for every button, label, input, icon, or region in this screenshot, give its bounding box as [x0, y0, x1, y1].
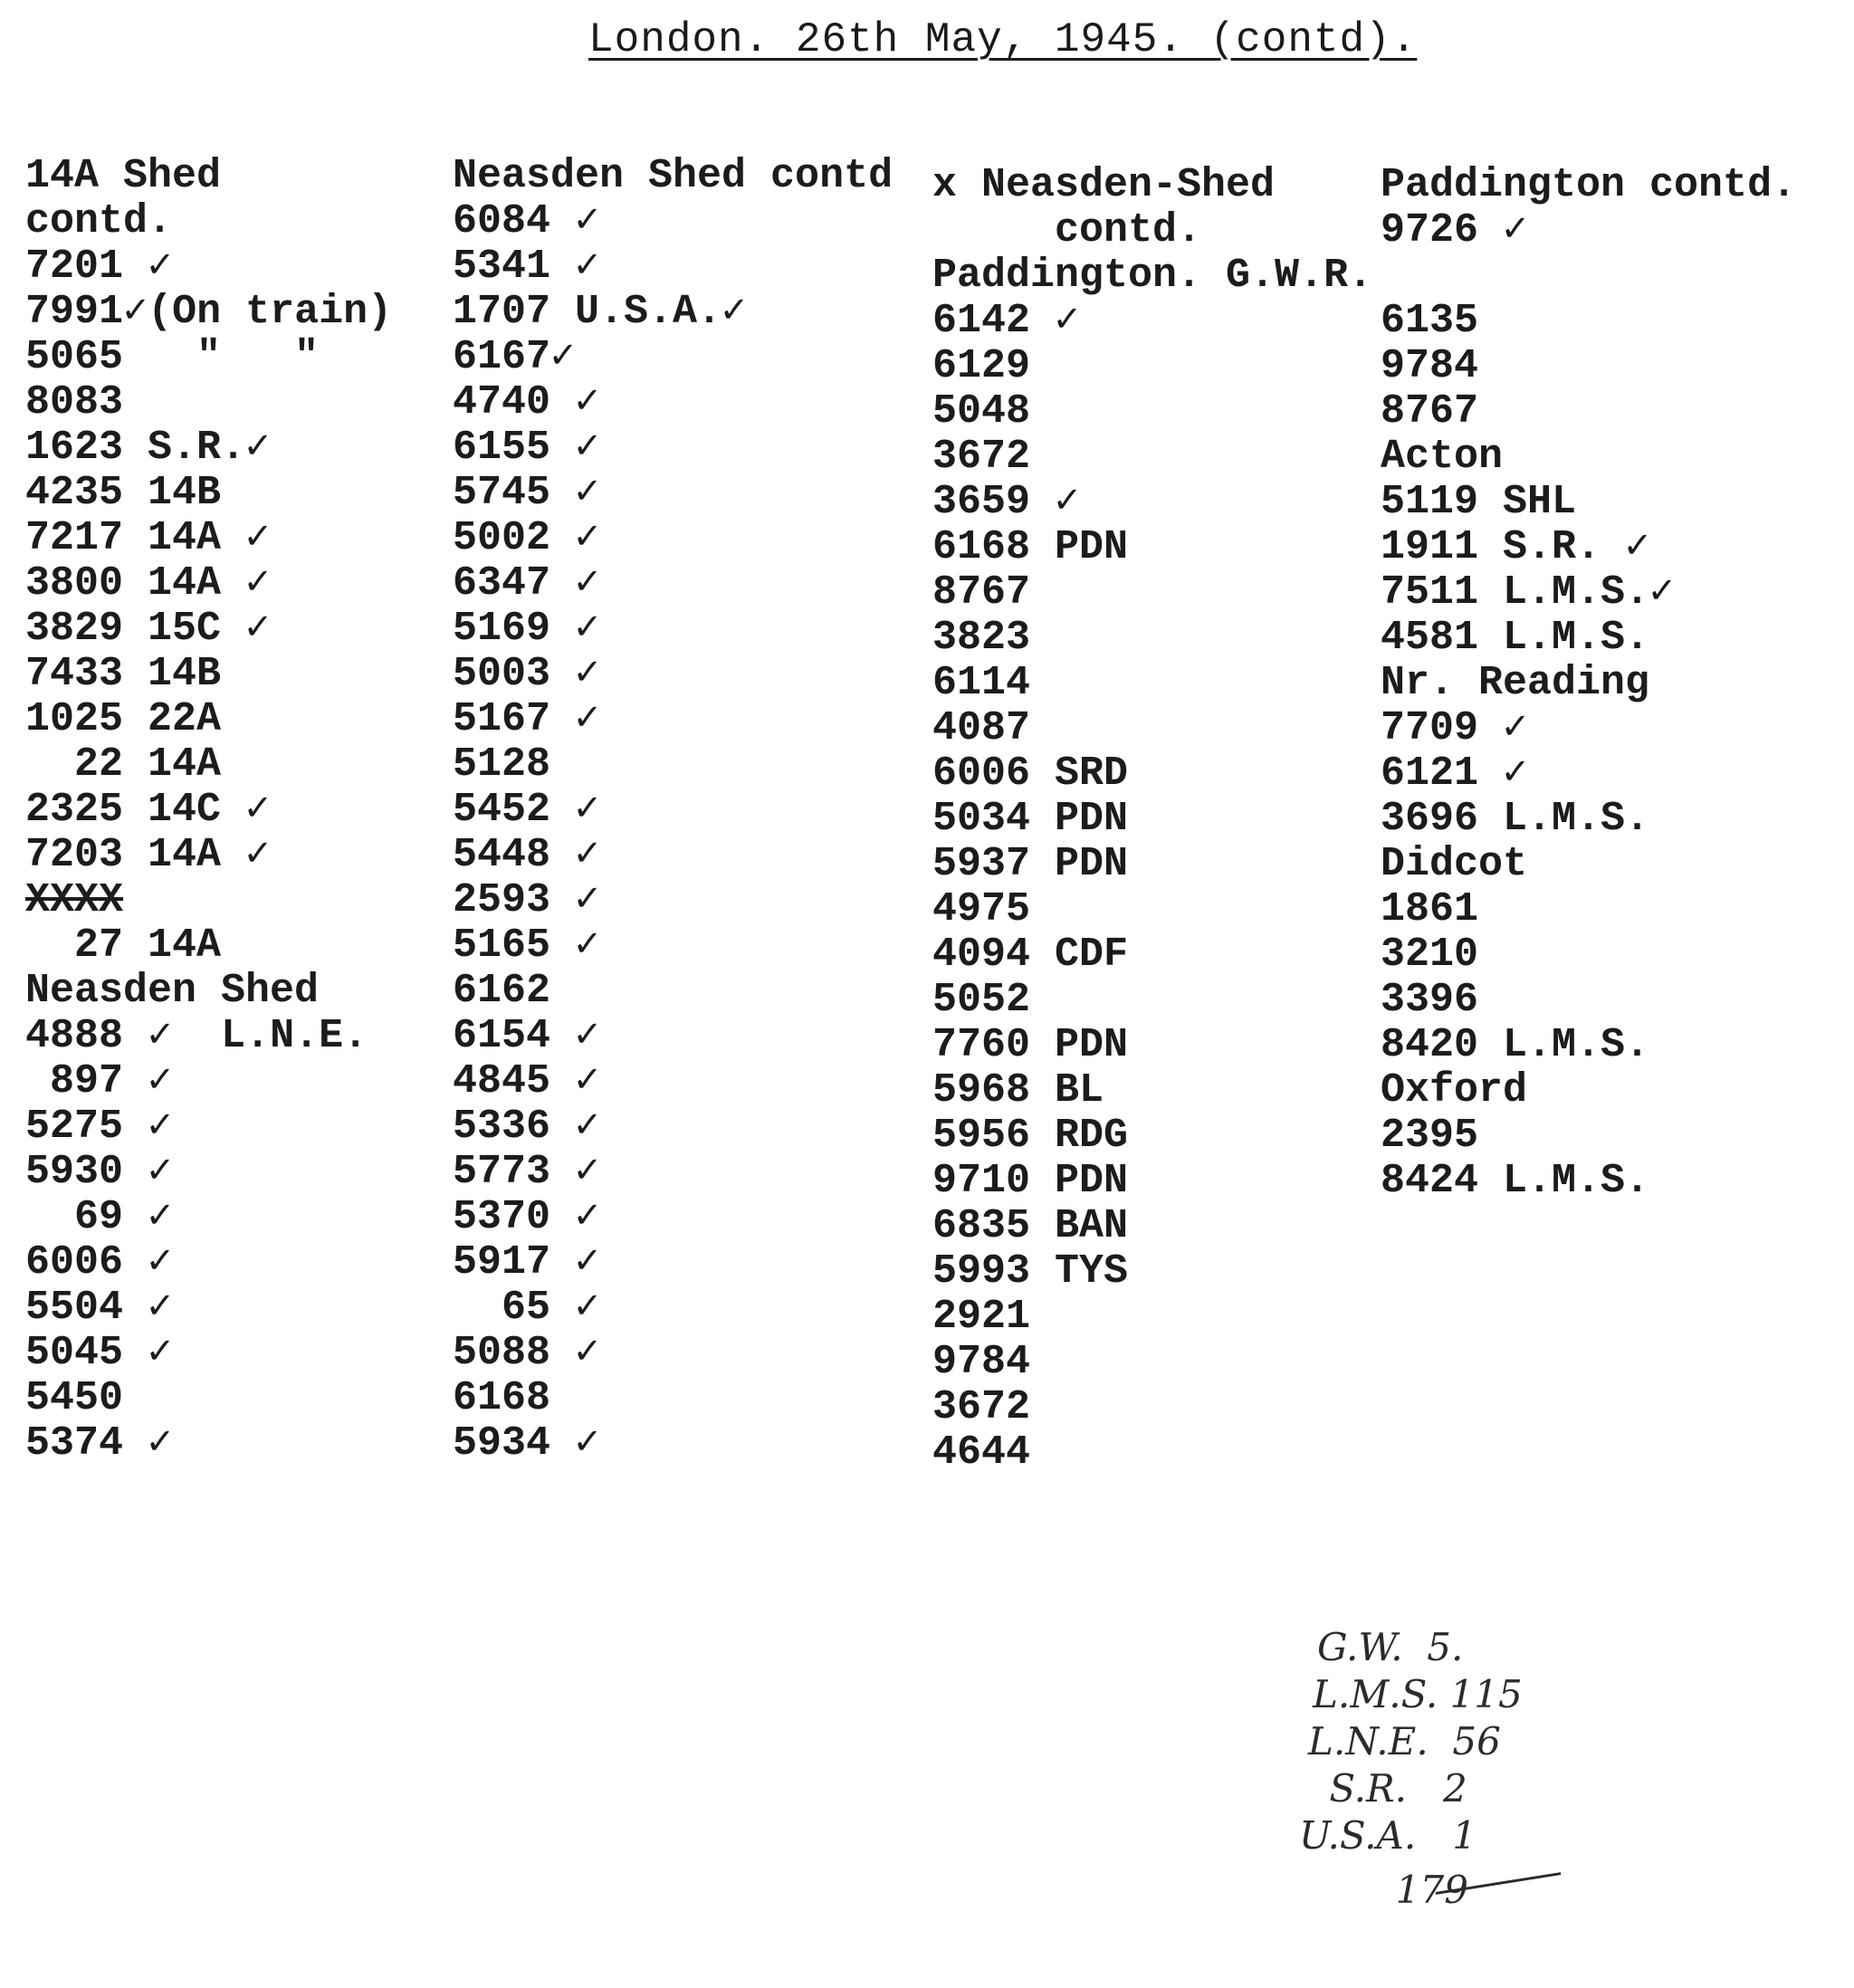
col4-line: 8424 L.M.S.	[1381, 1158, 1650, 1204]
col3-line: 6835 BAN	[932, 1203, 1129, 1249]
col1-line: 4888 ✓ L.N.E.	[25, 1013, 368, 1059]
column-4	[1381, 163, 1833, 1231]
col1-line: 7991✓(On train)	[25, 289, 393, 335]
col4-line: 2395	[1381, 1113, 1479, 1159]
col2-line: 6168	[453, 1375, 551, 1421]
col3-line: 4644	[932, 1429, 1031, 1476]
col1-line: 14A Shed	[25, 153, 222, 199]
col3-line: 6006 SRD	[932, 750, 1129, 797]
col1-line: 4235 14B	[25, 470, 222, 516]
col2-line: 2593 ✓	[453, 877, 600, 923]
col2-line: 5917 ✓	[453, 1239, 600, 1286]
col3-line: 5052	[932, 977, 1031, 1023]
column-1	[25, 154, 451, 1467]
col2-line: 5165 ✓	[453, 922, 600, 969]
col2-line: 5745 ✓	[453, 470, 600, 516]
col4-line: 1861	[1381, 886, 1479, 932]
col2-line: 6162	[453, 968, 551, 1014]
col2-line: 5169 ✓	[453, 606, 600, 652]
col3-line: 7760 PDN	[932, 1022, 1129, 1068]
col1-line: 5045 ✓	[25, 1330, 173, 1376]
col1-line: 5065 " "	[25, 334, 320, 380]
col2-line: 5448 ✓	[453, 832, 600, 878]
col1-line: 7433 14B	[25, 651, 222, 697]
col1-section-heading: Neasden Shed	[25, 968, 320, 1014]
col3-line: 5937 PDN	[932, 841, 1129, 887]
col3-line: 4087	[932, 705, 1031, 751]
col2-line: 6167✓	[453, 334, 576, 380]
tally-line: U.S.A. 1	[1299, 1813, 1477, 1858]
col4-section-heading: Paddington contd.	[1381, 162, 1797, 208]
col3-line: 9784	[932, 1339, 1031, 1385]
tally-line: S.R. 2	[1317, 1766, 1467, 1811]
col4-line: 3696 L.M.S.	[1381, 796, 1650, 842]
col4-line: 1911 S.R. ✓	[1381, 524, 1650, 570]
col2-line: 6084 ✓	[453, 198, 600, 244]
col4-line: 3210	[1381, 932, 1479, 978]
tally-line: G.W. 5.	[1317, 1625, 1464, 1669]
col4-line: 9784	[1381, 343, 1479, 389]
col2-line: 5003 ✓	[453, 651, 600, 697]
col3-line: 5993 TYS	[932, 1248, 1129, 1295]
col2-line: 4845 ✓	[453, 1058, 600, 1104]
col3-line: 2921	[932, 1294, 1031, 1340]
col2-line: 5128	[453, 741, 551, 788]
col1-line-struck: XXXX	[25, 877, 124, 923]
col2-line: 5370 ✓	[453, 1194, 600, 1240]
tally-line: L.M.S. 115	[1313, 1672, 1523, 1716]
col4-line: 6135	[1381, 298, 1479, 344]
col2-line: 5088 ✓	[453, 1330, 600, 1376]
col3-line: 3823	[932, 615, 1031, 661]
column-3	[932, 163, 1412, 1476]
col3-line: 6168 PDN	[932, 524, 1129, 570]
col4-section-heading: Nr. Reading	[1381, 660, 1650, 706]
col3-section-heading: Paddington. G.W.R.	[932, 253, 1373, 299]
col1-line: 5374 ✓	[25, 1420, 173, 1467]
col2-line: 5167 ✓	[453, 696, 600, 742]
col3-line: 3672	[932, 434, 1031, 480]
col3-line: contd.	[932, 207, 1202, 253]
col1-line: 7217 14A ✓	[25, 515, 271, 561]
col1-line: 5275 ✓	[25, 1104, 173, 1150]
col2-section-heading: Neasden Shed contd	[453, 153, 894, 199]
col1-line: 5930 ✓	[25, 1149, 173, 1195]
col1-line: 897 ✓	[25, 1058, 173, 1104]
col1-line: 8083	[25, 379, 124, 425]
col3-line: 6142 ✓	[932, 298, 1080, 344]
page-title: London. 26th May, 1945. (contd).	[588, 16, 1418, 63]
col4-line: 8767	[1381, 388, 1479, 435]
col3-line: 6129	[932, 343, 1031, 389]
col4-line: 9726 ✓	[1381, 207, 1528, 253]
col4-line: 5119 SHL	[1381, 479, 1577, 525]
col1-line: 7203 14A ✓	[25, 832, 271, 878]
col1-line: 5504 ✓	[25, 1285, 173, 1331]
col3-line: 5034 PDN	[932, 796, 1129, 842]
col4-section-heading: Acton	[1381, 434, 1504, 480]
col1-line: 27 14A	[25, 922, 222, 969]
col3-line: 5968 BL	[932, 1067, 1104, 1113]
col1-line: 2325 14C ✓	[25, 787, 271, 833]
col3-line: 3672	[932, 1384, 1031, 1430]
col4-line: 7511 L.M.S.✓	[1381, 569, 1675, 616]
column-2	[453, 154, 941, 1467]
col2-line: 5341 ✓	[453, 244, 600, 290]
col3-section-heading: x Neasden-Shed	[932, 162, 1276, 208]
col1-line: 1025 22A	[25, 696, 222, 742]
col1-line: 7201 ✓	[25, 244, 173, 290]
col4-section-heading: Didcot	[1381, 841, 1528, 887]
col3-line: 8767	[932, 569, 1031, 616]
col2-line: 5336 ✓	[453, 1104, 600, 1150]
col4-line: 6121 ✓	[1381, 750, 1528, 797]
col2-line: 6155 ✓	[453, 425, 600, 471]
col2-line: 4740 ✓	[453, 379, 600, 425]
col1-line: 22 14A	[25, 741, 222, 788]
col2-line: 5934 ✓	[453, 1420, 600, 1467]
col2-line: 5002 ✓	[453, 515, 600, 561]
col2-line: 65 ✓	[453, 1285, 600, 1331]
col2-line: 5452 ✓	[453, 787, 600, 833]
col1-line: 69 ✓	[25, 1194, 173, 1240]
handwritten-tally	[1299, 1625, 1679, 1969]
col1-line: 3800 14A ✓	[25, 560, 271, 607]
col4-line: 8420 L.M.S.	[1381, 1022, 1650, 1068]
col3-line: 4975	[932, 886, 1031, 932]
col4-line: 3396	[1381, 977, 1479, 1023]
col3-line: 5048	[932, 388, 1031, 435]
col1-line: 3829 15C ✓	[25, 606, 271, 652]
col1-line: 1623 S.R.✓	[25, 425, 271, 471]
col1-line: 5450	[25, 1375, 124, 1421]
tally-total: 179	[1299, 1868, 1468, 1912]
col2-line: 6347 ✓	[453, 560, 600, 607]
tally-line: L.N.E. 56	[1308, 1719, 1501, 1763]
col1-line: contd.	[25, 198, 173, 244]
col1-line: 6006 ✓	[25, 1239, 173, 1286]
col4-line: 4581 L.M.S.	[1381, 615, 1650, 661]
col4-section-heading: Oxford	[1381, 1067, 1528, 1113]
col4-line: 7709 ✓	[1381, 705, 1528, 751]
col2-line: 5773 ✓	[453, 1149, 600, 1195]
col2-line: 6154 ✓	[453, 1013, 600, 1059]
col3-line: 9710 PDN	[932, 1158, 1129, 1204]
col2-line: 1707 U.S.A.✓	[453, 289, 747, 335]
col3-line: 3659 ✓	[932, 479, 1080, 525]
col3-line: 6114	[932, 660, 1031, 706]
col3-line: 5956 RDG	[932, 1113, 1129, 1159]
col3-line: 4094 CDF	[932, 932, 1129, 978]
